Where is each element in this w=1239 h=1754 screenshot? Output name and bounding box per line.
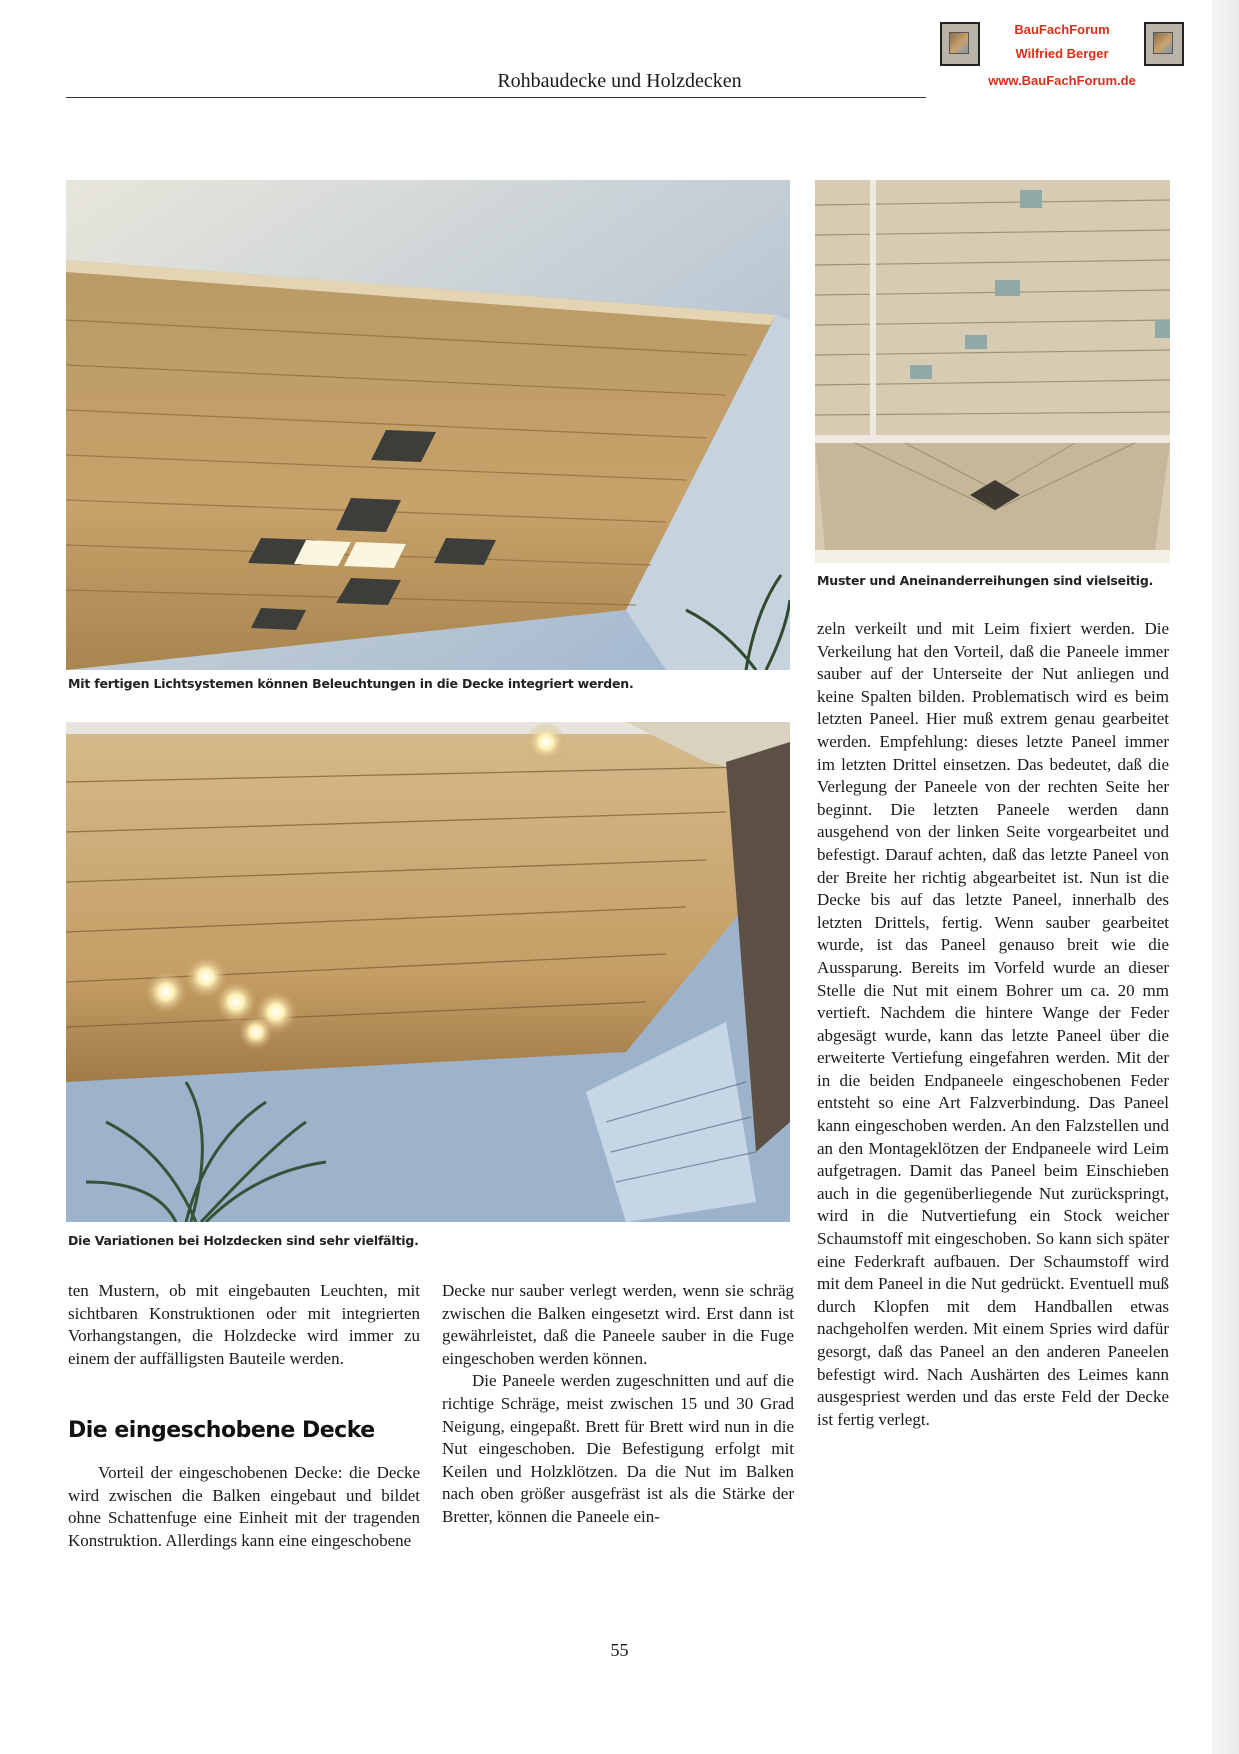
scan-edge bbox=[1212, 0, 1239, 1754]
column-3 bbox=[817, 618, 1169, 1431]
column-1-intro bbox=[68, 1280, 420, 1370]
column-1-section bbox=[68, 1462, 420, 1552]
photo-ceiling-spotlights bbox=[66, 722, 790, 1222]
paragraph: zeln verkeilt und mit Leim fixiert werden. Die Verkeilung hat den Vorteil, daß die Paneele immer sauber auf der Unterseite der Nut anliegen und keine Spalten bilden. Problematisch wird es beim letzten Paneel. Hier muß extrem genau gearbeitet werden. Empfehlung: dieses letzte Paneel immer im letzten Drittel einsetzen. Das bedeutet, daß die Verlegung der Paneele von der rechten Seite her beginnt. Die letzten Paneele werden dann ausgehend von der linken Seite vorgearbeitet und befestigt. Darauf achten, daß das letzte Paneel von der Breite her richtig abgearbeitet ist. Nun ist die Decke bis auf das letzte Paneel, innerhalb des letzten Drittels, fertig. Wenn sauber gearbeitet wurde, ist das Paneel genauso breit wie die Aussparung. Bereits im Vorfeld wurde an dieser Stelle die Nut mit einem Bohrer um ca. 20 mm vertieft. Nachdem die hintere Wange der Feder abgesägt wurde, kann das letzte Paneel über die erweiterte Vertiefung eingefahren werden. Mit der in die beiden Endpaneele eingeschobenen Feder entsteht so eine Art Falzverbindung. Das Paneel kann eingeschoben werden. An den Falzstellen und an den Montageklötzen der Endpaneele wird Leim aufgetragen. Damit das Paneel beim Einschieben auch in die gegenüberliegende Nut zurückspringt, wird in die Nutvertiefung ein Stock weicher Schaumstoff mit eingeschoben. So kann sich später eine Federkraft aufbauen. Der Schaumstoff wird mit dem Paneel in die Nut gedrückt. Eventuell muß durch Klopfen mit dem Handballen etwas nachgeholfen werden. Mit einem Spries wird dafür gesorgt, daß das Paneel an den anderen Paneelen befestigt wird. Nach Aushärten des Leimes kann ausgespriest werden und das erste Feld der Decke ist fertig verlegt. bbox=[817, 619, 1169, 1429]
paragraph: ten Mustern, ob mit eingebauten Leuchten, mit sichtbaren Konstruktionen oder mit integrierten Vorhangstangen, die Holzdecke wird immer zu einem der auffälligsten Bauteile werden. bbox=[68, 1281, 420, 1368]
running-header: Rohbaudecke und Holzdecken bbox=[497, 70, 742, 92]
section-heading: Die eingeschobene Decke bbox=[68, 1418, 375, 1443]
page-number: 55 bbox=[610, 1640, 629, 1660]
watermark-url: www.BauFachForum.de bbox=[988, 73, 1136, 88]
photo-patterned-ceiling bbox=[815, 180, 1170, 563]
baufachforum-watermark bbox=[940, 18, 1190, 96]
column-2 bbox=[442, 1280, 794, 1529]
figure-caption-1: Mit fertigen Lichtsystemen können Beleuchtungen in die Decke integriert werden. bbox=[68, 676, 634, 691]
paragraph: Die Paneele werden zugeschnitten und auf die richtige Schräge, meist zwischen 15 und 30 Grad Neigung, eingepaßt. Brett für Brett wird nun in die Nut eingeschoben. Die Befestigung erfolgt mit Keilen und Holzklötzen. Da die Nut im Balken nach oben größer ausgefräst ist als die Stärke der Bretter, können die Paneele ein- bbox=[442, 1371, 794, 1526]
header-rule bbox=[66, 97, 926, 98]
figure-caption-2: Muster und Aneinanderreihungen sind vielseitig. bbox=[817, 573, 1154, 588]
watermark-line2: Wilfried Berger bbox=[1015, 46, 1109, 61]
photo-ceiling-light-panels bbox=[66, 180, 790, 670]
paragraph: Decke nur sauber verlegt werden, wenn sie schräg zwischen die Balken eingesetzt wird. Erst dann ist gewährleistet, daß die Paneele sauber in die Fuge eingeschoben werden können. bbox=[442, 1281, 794, 1368]
watermark-line1: BauFachForum bbox=[1014, 22, 1110, 37]
paragraph: Vorteil der eingeschobenen Decke: die Decke wird zwischen die Balken eingebaut und bildet ohne Schattenfuge eine Einheit mit der tragenden Konstruktion. Allerdings kann eine eingeschobene bbox=[68, 1463, 420, 1550]
figure-caption-3: Die Variationen bei Holzdecken sind sehr vielfältig. bbox=[68, 1233, 419, 1248]
